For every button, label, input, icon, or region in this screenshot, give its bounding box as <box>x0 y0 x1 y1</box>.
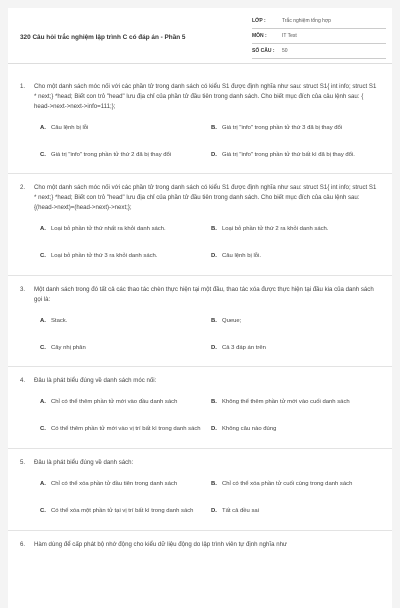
question <box>8 82 392 165</box>
question-stem <box>20 540 378 550</box>
option-text: Chỉ có thể xóa phần tử đầu tiên trong danh sách <box>51 481 178 488</box>
option-text: Cây nhị phân <box>51 344 86 351</box>
option-text: Cả 3 đáp án trên <box>222 344 266 351</box>
question-text: Một danh sách trong đó tất cả các thao tác chèn thực hiện tại một đầu, thao tác xóa được thực hiện tại đầu kia của danh sách gọi là: <box>34 285 374 303</box>
option-text: Giá trị "info" trong phần tử thứ 2 đã bị thay đổi <box>51 151 172 158</box>
question <box>8 458 392 522</box>
meta-value: 50 <box>282 48 288 54</box>
answer-option[interactable] <box>211 311 382 331</box>
option-letter: A. <box>40 124 46 131</box>
meta-label: MÔN : <box>252 33 267 39</box>
option-text: Stack. <box>51 317 68 324</box>
option-letter: B. <box>211 317 217 324</box>
answer-option[interactable] <box>40 338 211 358</box>
question-number: 2. <box>20 184 26 192</box>
option-letter: B. <box>211 124 217 131</box>
question-number: 1. <box>20 83 26 90</box>
answer-option[interactable] <box>211 393 382 413</box>
question-stem <box>20 183 378 212</box>
question <box>8 285 392 359</box>
answer-option[interactable] <box>211 145 382 165</box>
question <box>8 376 392 440</box>
question-stem <box>20 82 378 111</box>
answer-option[interactable] <box>40 475 211 495</box>
option-text: Giá trị "info" trong phần tử thứ 3 đã bị thay đổi <box>222 124 343 131</box>
question-divider <box>8 530 392 531</box>
answer-options <box>40 118 378 165</box>
question-stem <box>20 458 378 468</box>
meta-row <box>252 29 386 44</box>
option-text: Không thể thêm phần tử mới vào cuối danh sách <box>222 399 350 406</box>
question-divider <box>8 366 392 367</box>
question-text: Cho một danh sách móc nối với các phần tử trong danh sách có kiểu S1 được định nghĩa như sau: struct S1{ int info; struct S1 * next;} *head; Biết con trỏ "head" lưu địa chỉ của phần tử đầu tiên trong danh sách. Cho biết mục đích của câu lệnh sau: { head->next->next->info=111;}; <box>34 83 377 110</box>
question-divider <box>8 448 392 449</box>
answer-option[interactable] <box>211 502 382 522</box>
option-text: Loại bỏ phần tử thứ 2 ra khỏi danh sách. <box>222 226 329 233</box>
option-letter: B. <box>211 399 217 406</box>
question-text: Đâu là phát biểu đúng về danh sách móc nối: <box>34 377 157 385</box>
answer-options <box>40 475 378 522</box>
answer-option[interactable] <box>40 118 211 138</box>
answer-options <box>40 220 378 267</box>
option-letter: C. <box>40 151 46 158</box>
option-text: Queue; <box>222 317 242 324</box>
question-list <box>8 82 392 550</box>
option-letter: A. <box>40 399 46 406</box>
option-text: Chỉ có thể thêm phần tử mới vào đầu danh sách <box>51 399 178 406</box>
meta-value: Trắc nghiệm tổng hợp <box>282 18 331 24</box>
option-text: Tất cả đều sai <box>222 508 260 515</box>
question-text: Đâu là phát biểu đúng về danh sách: <box>34 459 134 467</box>
option-text: Câu lệnh bị lỗi <box>51 124 89 131</box>
answer-option[interactable] <box>40 247 211 267</box>
option-letter: C. <box>40 344 46 351</box>
answer-option[interactable] <box>40 220 211 240</box>
option-letter: D. <box>211 344 217 351</box>
option-letter: D. <box>211 426 217 433</box>
option-text: Loại bỏ phần tử thứ 3 ra khỏi danh sách. <box>51 253 158 260</box>
answer-option[interactable] <box>211 420 382 440</box>
option-letter: D. <box>211 508 217 515</box>
option-text: Loại bỏ phần tử thứ nhất ra khỏi danh sách. <box>51 226 166 233</box>
question <box>8 183 392 266</box>
answer-option[interactable] <box>40 311 211 331</box>
answer-option[interactable] <box>211 118 382 138</box>
answer-option[interactable] <box>40 502 211 522</box>
exam-meta <box>252 14 386 59</box>
meta-row <box>252 44 386 59</box>
question-stem <box>20 376 378 386</box>
exam-header <box>8 8 392 64</box>
answer-option[interactable] <box>211 220 382 240</box>
meta-row <box>252 14 386 29</box>
question-text: Hàm dùng để cấp phát bộ nhớ động cho kiểu dữ liệu động do lập trình viên tự định nghĩa như <box>34 540 288 548</box>
meta-value: IT Test <box>282 33 297 39</box>
exam-page <box>8 8 392 608</box>
question-number: 5. <box>20 459 26 467</box>
question-stem <box>20 285 378 305</box>
option-letter: D. <box>211 253 217 260</box>
answer-option[interactable] <box>211 475 382 495</box>
option-text: Không câu nào đúng <box>222 426 277 433</box>
answer-option[interactable] <box>40 145 211 165</box>
option-text: Chỉ có thể xóa phần tử cuối cùng trong danh sách <box>222 481 353 488</box>
question <box>8 540 392 550</box>
answer-options <box>40 393 378 440</box>
question-divider <box>8 275 392 276</box>
option-letter: B. <box>211 226 217 233</box>
option-text: Có thể thêm phần tử mới vào vị trí bất kì trong danh sách <box>51 426 201 433</box>
meta-label: SỐ CÂU : <box>252 48 275 54</box>
option-letter: C. <box>40 426 46 433</box>
option-letter: A. <box>40 481 46 488</box>
option-text: Có thể xóa một phần tử tại vị trí bất kì trong danh sách <box>51 508 194 515</box>
page-title: 320 Câu hỏi trắc nghiệm lập trình C có đáp án - Phần 5 <box>20 34 186 41</box>
option-letter: A. <box>40 226 46 233</box>
answer-option[interactable] <box>40 420 211 440</box>
answer-option[interactable] <box>211 338 382 358</box>
option-letter: C. <box>40 508 46 515</box>
question-divider <box>8 173 392 174</box>
question-number: 6. <box>20 540 26 548</box>
answer-options <box>40 311 378 358</box>
option-letter: D. <box>211 151 217 158</box>
question-text: Cho một danh sách móc nối với các phần tử trong danh sách có kiểu S1 được định nghĩa như sau: struct S1{ int info; struct S1 * next;} *head; Biết con trỏ "head" lưu địa chỉ của phần tử đầu tiên trong danh sách. Cho biết mục đích của câu lệnh sau: {(head->next)=(head->next)->next;}; <box>34 184 377 211</box>
answer-option[interactable] <box>211 247 382 267</box>
meta-label: LỚP : <box>252 18 266 24</box>
option-letter: B. <box>211 481 217 488</box>
question-number: 3. <box>20 285 26 293</box>
option-text: Giá trị "info" trong phần tử thứ bất kì đã bị thay đổi. <box>222 151 355 158</box>
question-number: 4. <box>20 377 26 385</box>
option-letter: C. <box>40 253 46 260</box>
option-letter: A. <box>40 317 46 324</box>
answer-option[interactable] <box>40 393 211 413</box>
option-text: Câu lệnh bị lỗi. <box>222 253 261 260</box>
